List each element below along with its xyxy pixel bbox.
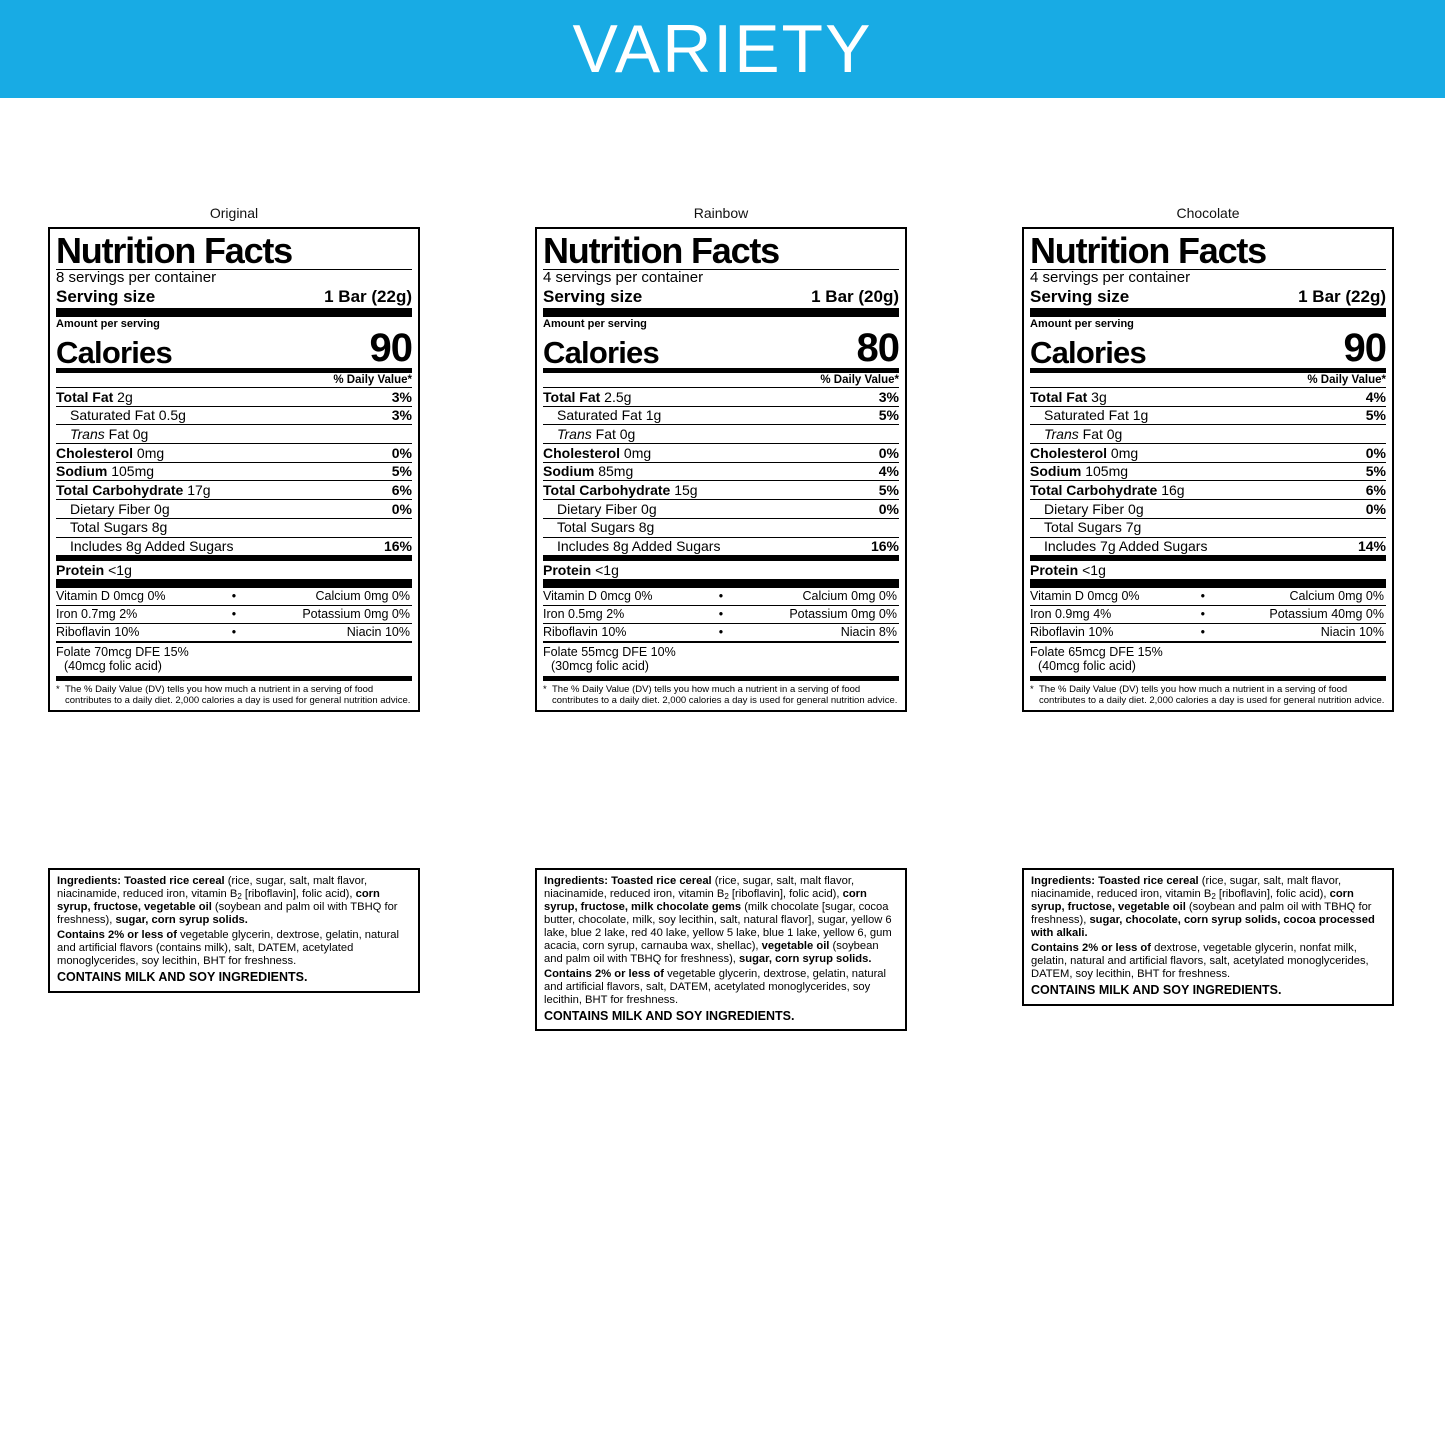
- nutrition-facts-box: [1022, 227, 1394, 712]
- daily-value: 16%: [870, 538, 899, 555]
- nutrient-row: Total Fat 2g 3%: [56, 388, 412, 407]
- nutrient-row: Saturated Fat 0.5g 3%: [56, 407, 412, 426]
- footnote-text: The % Daily Value (DV) tells you how much a nutrient in a serving of food contributes to a daily diet. 2,000 calories a day is used for general nutrition advice.: [65, 684, 411, 707]
- nutrient-name: Saturated Fat: [557, 407, 642, 424]
- bullet-icon: •: [221, 624, 247, 642]
- nutrient-row: Cholesterol 0mg 0%: [56, 444, 412, 463]
- vitamin-right: Niacin 8%: [734, 624, 899, 642]
- serving-size-row: [56, 288, 412, 308]
- vitamin-right: Niacin 10%: [247, 624, 412, 642]
- nutrient-row: Total Carbohydrate 17g 6%: [56, 481, 412, 500]
- calories-row: [543, 326, 899, 371]
- nutrient-row: Total Fat 2.5g 3%: [543, 388, 899, 407]
- calories-row: [56, 326, 412, 371]
- nutrient-row: Total Carbohydrate 15g 5%: [543, 481, 899, 500]
- nutrient-row: [543, 538, 899, 557]
- daily-value: 4%: [878, 463, 899, 480]
- ingredients-box-original: Ingredients: Toasted rice cereal (rice, sugar, salt, malt flavor, niacinamide, reduced iron, vitamin $B_2$ [riboflavin], folic acid), corn syrup, fructose, vegetable oil (soybean and palm oil with TBHQ for freshness), sugar, corn syrup solids. Contains 2% or less of vegetable glycerin, dextrose, gelatin, natural and artificial flavors (contains milk), salt, DATEM, acetylated monoglycerides, soy lecithin, BHT for freshness. CONTAINS MILK AND SOY INGREDIENTS.: [48, 868, 420, 993]
- daily-value: 4%: [1365, 388, 1386, 405]
- vitamin-row: [1030, 624, 1386, 642]
- nutrient-name: Includes 8g Added Sugars: [70, 538, 234, 555]
- amount-per-serving-label: Amount per serving: [543, 317, 647, 330]
- bullet-icon: •: [221, 588, 247, 606]
- contains-statement: CONTAINS MILK AND SOY INGREDIENTS.: [1031, 983, 1282, 997]
- nutrient-row: Cholesterol 0mg 0%: [1030, 444, 1386, 463]
- vitamin-row: [543, 624, 899, 642]
- nutrient-name: Includes 8g Added Sugars: [557, 538, 721, 555]
- nutrient-row: Sodium 105mg 5%: [1030, 463, 1386, 482]
- calories-value: 90: [1343, 326, 1386, 371]
- vitamin-right: Calcium 0mg 0%: [1216, 588, 1386, 606]
- daily-value-header: % Daily Value*: [333, 373, 412, 386]
- bullet-icon: •: [1190, 588, 1216, 606]
- vitamin-row: [543, 606, 899, 624]
- folate-row: Folate 65mcg DFE 15% (40mcg folic acid): [1030, 643, 1386, 676]
- footnote-text: The % Daily Value (DV) tells you how much a nutrient in a serving of food contributes to a daily diet. 2,000 calories a day is used for general nutrition advice.: [552, 684, 898, 707]
- nutrient-name-italic: Trans: [70, 425, 105, 442]
- daily-value: 3%: [878, 388, 899, 405]
- serving-size-label: Serving size: [56, 286, 156, 306]
- nutrient-row: Dietary Fiber 0g 0%: [543, 500, 899, 519]
- amount-per-serving-label: Amount per serving: [1030, 317, 1134, 330]
- nutrient-row-protein: [543, 561, 899, 579]
- daily-value: 0%: [1365, 444, 1386, 461]
- serving-size-value: 1 Bar (20g): [811, 286, 899, 306]
- daily-value: 5%: [1365, 407, 1386, 424]
- calories-label: Calories: [56, 334, 172, 370]
- nutrition-panel-rainbow: [535, 205, 907, 712]
- contains-statement: CONTAINS MILK AND SOY INGREDIENTS.: [57, 970, 308, 985]
- footnote-text: The % Daily Value (DV) tells you how much a nutrient in a serving of food contributes to a daily diet. 2,000 calories a day is used for general nutrition advice.: [1039, 684, 1385, 707]
- nutrient-row: Saturated Fat 1g 5%: [1030, 407, 1386, 426]
- nutrition-panel-chocolate: [1022, 205, 1394, 712]
- vitamin-left: Iron 0.7mg 2%: [56, 606, 221, 624]
- nutrient-name: Sodium: [56, 463, 108, 480]
- servings-per-container: 8 servings per container: [56, 269, 217, 287]
- daily-value: 0%: [391, 444, 412, 461]
- nutrient-name: Total Fat: [1030, 388, 1088, 405]
- vitamin-right: Potassium 0mg 0%: [734, 606, 899, 624]
- vitamin-row: [56, 624, 412, 642]
- serving-size-row: [543, 288, 899, 308]
- vitamin-left: Vitamin D 0mcg 0%: [1030, 588, 1190, 606]
- vitamin-left: Riboflavin 10%: [543, 624, 708, 642]
- nutrient-name: Dietary Fiber: [1044, 500, 1125, 517]
- vitamin-table: [543, 588, 899, 642]
- folate-row: Folate 70mcg DFE 15% (40mcg folic acid): [56, 643, 412, 676]
- servings-per-container: 4 servings per container: [1030, 269, 1191, 287]
- vitamin-left: Iron 0.9mg 4%: [1030, 606, 1190, 624]
- calories-row: [1030, 326, 1386, 371]
- vitamin-left: Vitamin D 0mcg 0%: [543, 588, 708, 606]
- bullet-icon: •: [708, 588, 734, 606]
- daily-value-header: % Daily Value*: [820, 373, 899, 386]
- nutrient-row: Total Carbohydrate 16g 6%: [1030, 481, 1386, 500]
- servings-per-container: 4 servings per container: [543, 269, 704, 287]
- serving-size-label: Serving size: [1030, 286, 1130, 306]
- bullet-icon: •: [221, 606, 247, 624]
- vitamin-table: [1030, 588, 1386, 642]
- folate-sub: (40mcg folic acid): [64, 659, 162, 674]
- calories-value: 90: [369, 326, 412, 371]
- footnote: * The % Daily Value (DV) tells you how much a nutrient in a serving of food contributes to a daily diet. 2,000 calories a day is used for general nutrition advice.: [543, 684, 898, 707]
- daily-value: 14%: [1357, 538, 1386, 555]
- nutrient-name: Saturated Fat: [70, 407, 155, 424]
- nutrition-facts-title: Nutrition Facts: [543, 230, 780, 271]
- header-banner: [0, 0, 1445, 98]
- daily-value: 5%: [391, 463, 412, 480]
- daily-value: 3%: [391, 407, 412, 424]
- vitamin-row: [56, 606, 412, 624]
- serving-size-value: 1 Bar (22g): [324, 286, 412, 306]
- vitamin-right: Potassium 0mg 0%: [247, 606, 412, 624]
- nutrient-name: Includes 7g Added Sugars: [1044, 538, 1208, 555]
- vitamin-row: [1030, 588, 1386, 606]
- nutrient-name: Sodium: [1030, 463, 1082, 480]
- nutrient-row: Dietary Fiber 0g 0%: [56, 500, 412, 519]
- page-title: VARIETY: [572, 11, 873, 87]
- daily-value: 3%: [391, 388, 412, 405]
- vitamin-table: [56, 588, 412, 642]
- calories-label: Calories: [543, 334, 659, 370]
- nutrient-row: [1030, 538, 1386, 557]
- flavor-label: Original: [209, 205, 259, 221]
- daily-value: 5%: [878, 481, 899, 498]
- nutrient-amount: <1g: [595, 561, 619, 578]
- daily-value: 0%: [1365, 500, 1386, 517]
- nutrient-name: Dietary Fiber: [557, 500, 638, 517]
- vitamin-right: Calcium 0mg 0%: [734, 588, 899, 606]
- flavor-label: Chocolate: [1176, 205, 1240, 221]
- nutrient-name: Sodium: [543, 463, 595, 480]
- nutrient-name: Total Fat: [56, 388, 114, 405]
- vitamin-right: Niacin 10%: [1216, 624, 1386, 642]
- nutrient-row: Sodium 105mg 5%: [56, 463, 412, 482]
- nutrient-row-protein: [1030, 561, 1386, 579]
- contains-statement: CONTAINS MILK AND SOY INGREDIENTS.: [544, 1008, 795, 1023]
- bullet-icon: •: [708, 624, 734, 642]
- nutrition-facts-title: Nutrition Facts: [1030, 230, 1267, 271]
- daily-value: 0%: [878, 444, 899, 461]
- daily-value: 0%: [878, 500, 899, 517]
- vitamin-left: Riboflavin 10%: [56, 624, 221, 642]
- nutrient-row: Trans Fat 0g: [56, 425, 412, 444]
- bullet-icon: •: [1190, 606, 1216, 624]
- amount-per-serving-label: Amount per serving: [56, 317, 160, 330]
- ingredients-box-chocolate: Ingredients: Toasted rice cereal (rice, sugar, salt, malt flavor, niacinamide, reduced iron, vitamin $B_2$ [riboflavin], folic acid), corn syrup, fructose, vegetable oil (soybean and palm oil with TBHQ for freshness), sugar, chocolate, corn syrup solids, cocoa processed with alkali. Contains 2% or less of dextrose, vegetable glycerin, nonfat milk, gelatin, natural and artificial flavors, salt, acetylated monoglycerides, DATEM, soy lecithin, BHT for freshness. CONTAINS MILK AND SOY INGREDIENTS.: [1022, 868, 1394, 1006]
- nutrient-amount: <1g: [1082, 561, 1106, 578]
- nutrient-row: Cholesterol 0mg 0%: [543, 444, 899, 463]
- nutrient-name-italic: Trans: [1044, 425, 1079, 442]
- nutrient-name: Protein: [56, 561, 105, 578]
- nutrient-row: Trans Fat 0g: [1030, 425, 1386, 444]
- vitamin-right: Potassium 40mg 0%: [1216, 606, 1386, 624]
- nutrition-facts-box: [48, 227, 420, 712]
- flavor-label: Rainbow: [693, 205, 749, 221]
- daily-value: 16%: [383, 538, 412, 555]
- footnote: * The % Daily Value (DV) tells you how much a nutrient in a serving of food contributes to a daily diet. 2,000 calories a day is used for general nutrition advice.: [56, 684, 411, 707]
- nutrition-panel-original: [48, 205, 420, 712]
- vitamin-left: Iron 0.5mg 2%: [543, 606, 708, 624]
- nutrient-name: Total Carbohydrate: [1030, 481, 1158, 498]
- nutrient-name: Total Sugars: [1044, 519, 1122, 536]
- nutrient-row: Saturated Fat 1g 5%: [543, 407, 899, 426]
- nutrient-name: Cholesterol: [56, 444, 134, 461]
- vitamin-right: Calcium 0mg 0%: [247, 588, 412, 606]
- nutrient-row: Sodium 85mg 4%: [543, 463, 899, 482]
- daily-value: 5%: [878, 407, 899, 424]
- nutrient-name: Protein: [543, 561, 592, 578]
- folate-sub: (30mcg folic acid): [551, 659, 649, 674]
- vitamin-row: [56, 588, 412, 606]
- nutrient-name: Total Sugars: [557, 519, 635, 536]
- nutrient-amount: <1g: [108, 561, 132, 578]
- nutrition-facts-box: [535, 227, 907, 712]
- nutrient-row: [56, 538, 412, 557]
- nutrient-name: Dietary Fiber: [70, 500, 151, 517]
- nutrient-name: Total Fat: [543, 388, 601, 405]
- bullet-icon: •: [708, 606, 734, 624]
- vitamin-left: Vitamin D 0mcg 0%: [56, 588, 221, 606]
- nutrient-name: Cholesterol: [1030, 444, 1108, 461]
- nutrient-row: Total Sugars 8g: [543, 519, 899, 538]
- serving-size-value: 1 Bar (22g): [1298, 286, 1386, 306]
- nutrient-row: Total Fat 3g 4%: [1030, 388, 1386, 407]
- nutrient-row: Total Sugars 7g: [1030, 519, 1386, 538]
- nutrient-name: Protein: [1030, 561, 1079, 578]
- footnote: * The % Daily Value (DV) tells you how much a nutrient in a serving of food contributes to a daily diet. 2,000 calories a day is used for general nutrition advice.: [1030, 684, 1385, 707]
- nutrient-name: Cholesterol: [543, 444, 621, 461]
- daily-value-header: % Daily Value*: [1307, 373, 1386, 386]
- bullet-icon: •: [1190, 624, 1216, 642]
- nutrient-name: Total Carbohydrate: [56, 481, 184, 498]
- vitamin-row: [543, 588, 899, 606]
- nutrient-row-protein: [56, 561, 412, 579]
- vitamin-left: Riboflavin 10%: [1030, 624, 1190, 642]
- calories-value: 80: [856, 326, 899, 371]
- ingredients-box-rainbow: Ingredients: Toasted rice cereal (rice, sugar, salt, malt flavor, niacinamide, reduced iron, vitamin $B_2$ [riboflavin], folic acid), corn syrup, fructose, milk chocolate gems (milk chocolate [sugar, cocoa butter, chocolate, milk, soy lecithin, salt, natural flavor], sugar, yellow 6 lake, blue 2 lake, red 40 lake, yellow 5 lake, blue 1 lake, yellow 6, gum acacia, corn syrup, carnauba wax, shellac), vegetable oil (soybean and palm oil with TBHQ for freshness), sugar, corn syrup solids. Contains 2% or less of vegetable glycerin, dextrose, gelatin, natural and artificial flavors, salt, DATEM, acetylated monoglycerides, soy lecithin, BHT for freshness. CONTAINS MILK AND SOY INGREDIENTS.: [535, 868, 907, 1031]
- calories-label: Calories: [1030, 334, 1146, 370]
- daily-value: 6%: [1365, 481, 1386, 498]
- nutrient-row: Total Sugars 8g: [56, 519, 412, 538]
- nutrient-row: Trans Fat 0g: [543, 425, 899, 444]
- folate-row: Folate 55mcg DFE 10% (30mcg folic acid): [543, 643, 899, 676]
- daily-value: 0%: [391, 500, 412, 517]
- nutrient-name: Total Sugars: [70, 519, 148, 536]
- nutrient-row: Dietary Fiber 0g 0%: [1030, 500, 1386, 519]
- nutrition-facts-title: Nutrition Facts: [56, 230, 293, 271]
- nutrient-name: Saturated Fat: [1044, 407, 1129, 424]
- nutrient-name-italic: Trans: [557, 425, 592, 442]
- nutrient-name: Total Carbohydrate: [543, 481, 671, 498]
- vitamin-row: [1030, 606, 1386, 624]
- serving-size-label: Serving size: [543, 286, 643, 306]
- folate-sub: (40mcg folic acid): [1038, 659, 1136, 674]
- serving-size-row: [1030, 288, 1386, 308]
- daily-value: 6%: [391, 481, 412, 498]
- daily-value: 5%: [1365, 463, 1386, 480]
